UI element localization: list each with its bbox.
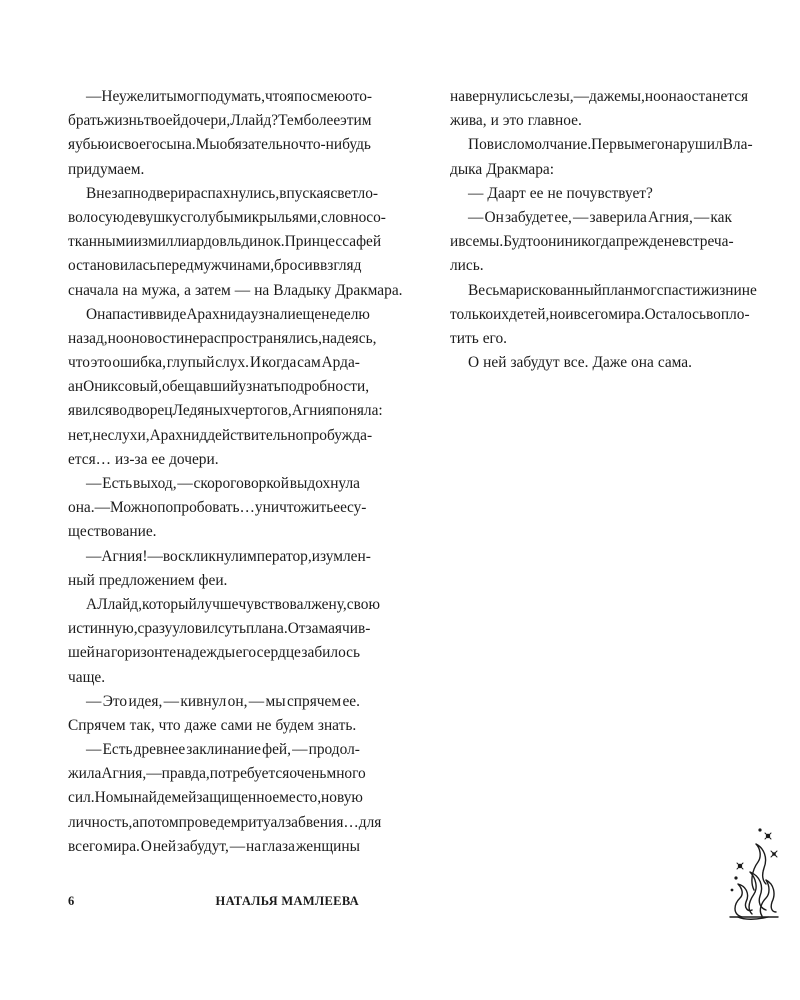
- right-column: [450, 85, 757, 375]
- left-column: [68, 85, 403, 859]
- text-line: истинную, сразу уловил суть плана. От замаячив-: [68, 620, 371, 638]
- text-line: и все мы. Будто они никогда прежде не встреча-: [450, 233, 734, 251]
- text-line: О ней забудут все. Даже она сама.: [468, 354, 692, 372]
- running-footer-author: НАТАЛЬЯ МАМЛЕЕВА: [215, 894, 359, 908]
- text-line: придумаем.: [68, 160, 145, 178]
- text-line: Спрячем так, что даже сами не будем знать.: [68, 716, 357, 734]
- text-line: жива, и это главное.: [450, 112, 582, 130]
- text-line: — Агния! — воскликнул император, изумлен-: [86, 547, 371, 565]
- text-line: волосую девушку с голубыми крыльями, словно со-: [68, 208, 386, 226]
- text-line: Весьма рискованный план мог спасти жизни не: [468, 281, 757, 299]
- text-line: дыка Дракмара:: [450, 160, 555, 178]
- text-line: — Это идея, — кивнул он, — мы спрячем ее.: [86, 692, 360, 710]
- text-line: нет, не слухи, Арахнид действительно пробужда-: [68, 426, 373, 444]
- text-line: чаще.: [68, 668, 106, 686]
- text-line: — Неужели ты мог подумать, что я посмею ото-: [86, 88, 373, 105]
- text-line: сначала на мужа, а затем — на Владыку Дракмара.: [68, 281, 403, 299]
- page-number: 6: [68, 894, 75, 908]
- text-line: я убью и своего сына. Мы обязательно что-нибудь: [68, 136, 371, 154]
- text-line: брать жизнь твоей дочери,Ллайд? Тем более этим: [68, 112, 372, 130]
- text-line: ан Ониксовый, обещавший узнать подробности,: [68, 378, 370, 396]
- text-line: — Даарт ее не почувствует?: [468, 184, 653, 202]
- flame-flourish-icon: [722, 824, 782, 920]
- text-line: — Есть древнее заклинание фей, — продол-: [86, 741, 360, 759]
- text-line: тить его.: [450, 329, 508, 347]
- text-line: тканными из миллиардов льдинок. Принцесса фей: [68, 233, 382, 251]
- text-line: только их детей, но и всего мира. Осталось вопло-: [450, 305, 750, 323]
- text-line: сил. Но мы найдем ей защищенное место, новую: [68, 789, 363, 807]
- text-line: — Он забудет ее, — заверила Агния, — как: [468, 208, 732, 226]
- text-line: О напасти в виде Арахнида узнали еще неделю: [86, 305, 370, 323]
- text-line: всего мира. О ней забудут, — на глаза женщины: [68, 837, 360, 855]
- text-line: ный предложением феи.: [68, 571, 228, 589]
- text-line: А Ллайд, который лучше чувствовал жену, свою: [86, 595, 380, 613]
- text-line: она. — Можно попробовать… уничтожить ее су-: [68, 499, 367, 517]
- text-line: что это ошибка, глупый слух. И когда сам Арда-: [68, 354, 360, 372]
- text-line: остановилась перед мужчинами, бросив взгляд: [68, 257, 362, 275]
- text-line: явился во дворец Ледяных чертогов, Агния поняла:: [68, 402, 383, 420]
- text-line: лись.: [450, 257, 484, 275]
- text-line: навернулись слезы, — даже мы, но она останется: [450, 88, 749, 105]
- text-line: ществование.: [68, 523, 157, 541]
- text-line: Внезапно двери распахнулись, впуская светло-: [86, 184, 379, 202]
- text-line: жила Агния, — правда, потребуется очень много: [68, 765, 366, 783]
- text-line: назад, но о новости не распространялись, надеясь,: [68, 329, 377, 347]
- text-line: ется… из-за ее дочери.: [68, 450, 219, 468]
- text-line: Повисло молчание. Первым его нарушил Вла-: [468, 136, 753, 154]
- text-line: — Есть выход, — скороговоркой выдохнула: [86, 475, 360, 492]
- text-line: шей на горизонте надежды его сердце забилось: [68, 644, 360, 662]
- text-line: личность, а потом проведем ритуал забвения… для: [68, 813, 382, 831]
